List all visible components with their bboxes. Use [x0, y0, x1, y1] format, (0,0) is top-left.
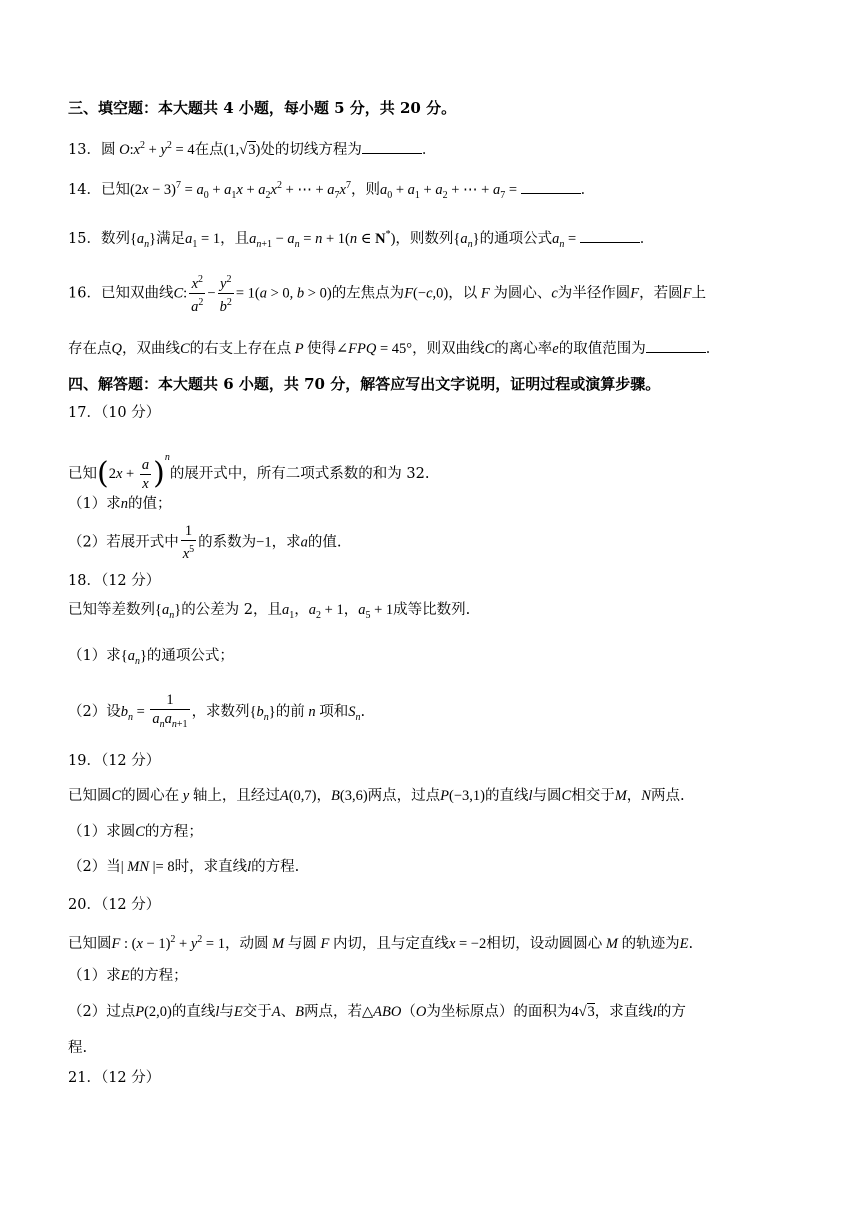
- q20-p2-j: 的方: [656, 1004, 686, 1020]
- q20-p2-a: （2）过点: [68, 1004, 136, 1020]
- q16-angle: ∠FPQ = 45°: [336, 341, 413, 357]
- q15-sequence: $\{a_n\}$: [129, 230, 157, 250]
- q13-number: 13．: [68, 141, 101, 158]
- q16-text-a: 已知双曲线: [100, 285, 174, 302]
- q15-text-f: ．: [639, 230, 655, 247]
- q20-p2-e: 、: [280, 1004, 296, 1020]
- q19-stem-j: 两点.: [650, 788, 685, 804]
- q20-p2-g: （: [401, 1004, 416, 1020]
- q19-header: 19．（12 分）: [68, 753, 161, 769]
- q17-stem-b: 的展开式中，所有二项式系数的和为 32.: [169, 466, 430, 482]
- q19-stem-h: 相交于: [571, 788, 615, 804]
- q14-text-b: ，则: [350, 181, 380, 198]
- q20-p2-h: 为坐标原点）的面积为: [426, 1004, 572, 1020]
- q15-text-a: 数列: [100, 230, 130, 247]
- q13-text-b: 在点: [194, 141, 224, 158]
- q20-p1-a: （1）求: [68, 968, 121, 984]
- section-3-title: 三、填空题：本大题共 4 小题，每小题 5 分，共 20 分。: [68, 99, 457, 117]
- q16-line2-g: 的取值范围为: [558, 341, 646, 357]
- q15-initial: $a_1 = 1$: [185, 230, 221, 250]
- q16-text-d: 为圆心、: [493, 285, 552, 302]
- q19-p2-b: 时，求直线: [174, 859, 248, 875]
- q16-text-f: ，若圆: [639, 285, 683, 302]
- q15-text-c: ，且: [220, 230, 250, 247]
- q18-part-2: （2）设$b_n$ = $\frac{1}{a_na_{n+1}}$ ，求数列$\{b_n\}$的前 n 项和$S_n$.: [68, 691, 366, 730]
- q17-part-1: （1）求n的值；: [68, 496, 172, 512]
- q20-p2-d: 交于: [242, 1004, 272, 1020]
- q19-stem-b: 的圆心在: [121, 788, 180, 804]
- q13-text-d: ．: [421, 141, 437, 158]
- q16-line2-f: 的离心率: [494, 341, 553, 357]
- question-16: 16．已知双曲线C: $\frac{x^2}{a^2}$ − $\frac{y^2}{b^2}$ = 1(a > 0, b > 0)的左焦点为F(−c,0)，以 F 为圆心、c为半径作圆F，若圆F上: [68, 271, 706, 311]
- q19-stem-d: ，: [316, 788, 332, 804]
- q15-text-e: 的通项公式: [479, 230, 553, 247]
- q17-p2-d: 的值.: [307, 534, 342, 551]
- q16-line2-a: 存在点: [68, 341, 112, 357]
- q20-part-2: （2）过点P(2,0)的直线l与E交于A、B两点，若△ABO（O为坐标原点）的面积为4√3，求直线l的方: [68, 1004, 686, 1020]
- q20-part-1: （1）求E的方程；: [68, 968, 188, 984]
- q19-stem: 已知圆C的圆心在 y 轴上，且经过A(0,7)，B(3,6)两点，过点P(−3,1)的直线l与圆C相交于M，N两点.: [68, 788, 685, 804]
- q20-part-2-continued: 程.: [68, 1040, 88, 1056]
- q20-stem-g: .: [688, 935, 694, 952]
- q19-stem-g: 与圆: [532, 788, 562, 804]
- q18-stem: 已知等差数列$\{a_n\}$的公差为 2，且$a_1$，$a_2 + 1$，$a_5 + 1$成等比数列.: [68, 602, 471, 621]
- q17-p1-b: 的值；: [127, 496, 172, 512]
- q14-expansion: $(2x - 3)^7 = a_0 + a_1x + a_2x^2$ + ⋯ + $a_7x^7$: [129, 180, 351, 201]
- q18-header: 18．（12 分）: [68, 573, 161, 589]
- q16-line2-c: 的右支上存在点: [189, 341, 292, 357]
- q19-part-1: （1）求圆C的方程；: [68, 824, 203, 840]
- q16-hyperbola: C: [173, 285, 184, 302]
- q18-stem-d: ，: [343, 602, 359, 618]
- question-16-line-2: 存在点Q，双曲线C的右支上存在点 P 使得∠FPQ = 45°，则双曲线C的离心率e的取值范围为 ．: [68, 338, 720, 359]
- q14-number: 14．: [68, 181, 101, 198]
- q13-answer-blank[interactable]: [362, 139, 422, 154]
- q16-line2-e: ，则双曲线: [412, 341, 485, 357]
- q15-number: 15．: [68, 230, 101, 247]
- q19-stem-f: 的直线: [485, 788, 529, 804]
- q17-p2-c: ，求: [271, 534, 301, 551]
- q17-p2-a: （2）若展开式中: [68, 534, 179, 551]
- q19-p2-c: 的方程.: [251, 859, 300, 875]
- q18-p2-d: 项和: [319, 704, 349, 720]
- q16-text-b: 的左焦点为: [331, 285, 405, 302]
- q18-stem-a: 已知等差数列: [68, 602, 155, 618]
- q20-p2-b: 的直线: [171, 1004, 216, 1020]
- q16-answer-blank[interactable]: [646, 338, 706, 353]
- q18-p1-a: （1）求: [68, 648, 121, 664]
- q20-stem-b: ，动圆: [224, 935, 269, 952]
- q16-text-g: 上: [691, 285, 706, 302]
- q20-stem-c: 与圆: [287, 935, 317, 952]
- q13-text-c: 处的切线方程为: [260, 141, 362, 158]
- q16-text-e: 为半径作圆: [557, 285, 631, 302]
- q17-stem-a: 已知: [68, 466, 97, 482]
- q20-stem-d: 内切，且与定直线: [332, 935, 449, 952]
- q18-p1-b: 的通项公式；: [146, 648, 234, 664]
- q19-p1-b: 的方程；: [144, 824, 203, 840]
- q18-stem-b: 的公差为 2，且: [181, 602, 283, 618]
- q16-text-c: ，以: [448, 285, 478, 302]
- q20-stem-a: 已知圆: [68, 935, 112, 952]
- question-13: 13．圆 $O:x^2 + y^2 = 4$在点(1,√3)处的切线方程为 ．: [68, 140, 437, 158]
- q17-p2-b: 的系数为: [198, 534, 257, 551]
- q16-number: 16．: [68, 285, 101, 302]
- q18-p2-a: （2）设: [68, 704, 121, 720]
- question-15: 15．数列$\{a_n\}$满足$a_1 = 1$，且$a_{n+1} - a_n = n + 1(n$ ∈ N*)，则数列$\{a_n\}$的通项公式$a_n$ = ．: [68, 229, 655, 250]
- q17-header: 17．（10 分）: [68, 405, 161, 421]
- q18-part-1: （1）求$\{a_n\}$的通项公式；: [68, 648, 234, 667]
- q19-stem-a: 已知圆: [68, 788, 112, 804]
- q17-p1-a: （1）求: [68, 496, 121, 512]
- q20-p2-f: 两点，若: [304, 1004, 362, 1020]
- q18-p2-c: 的前: [275, 704, 305, 720]
- q16-line2-d: 使得: [307, 341, 337, 357]
- q15-recurrence: $a_{n+1} - a_n = n + 1(n$ ∈ N*): [249, 229, 396, 250]
- q13-circle-equation: O: [115, 141, 130, 158]
- q18-p2-e: .: [360, 704, 366, 720]
- q20-header: 20．（12 分）: [68, 897, 161, 913]
- q16-line2-b: ，双曲线: [121, 341, 180, 357]
- q21-header: 21．（12 分）: [68, 1070, 161, 1086]
- section-4-title: 四、解答题：本大题共 6 小题，共 70 分，解答应写出文字说明，证明过程或演算步骤。: [68, 375, 661, 393]
- q20-p1-b: 的方程；: [129, 968, 188, 984]
- q15-text-d: ，则数列: [395, 230, 454, 247]
- q18-stem-c: ，: [294, 602, 309, 618]
- q20-stem-e: 相切，设动圆圆心: [486, 935, 603, 952]
- q18-stem-e: 成等比数列.: [393, 602, 471, 618]
- q20-p2-i: ，求直线: [594, 1004, 653, 1020]
- q19-stem-e: 两点，过点: [367, 788, 441, 804]
- q16-line2-h: ．: [705, 341, 721, 357]
- q17-part-2: （2）若展开式中 $\frac{1}{x^5}$ 的系数为−1，求a的值.: [68, 523, 342, 562]
- q14-text-c: ．: [580, 181, 596, 198]
- q18-p2-b: ，求数列: [191, 704, 250, 720]
- q15-answer-blank[interactable]: [580, 228, 640, 243]
- question-14: [68, 176, 595, 206]
- q14-sum: $a_0 + a_1 + a_2$ + ⋯ + $a_7$ =: [379, 181, 521, 201]
- q13-text-a: 圆: [100, 141, 116, 158]
- q17-stem: 已知(2x + $\frac{a}{x}$ )$^n$的展开式中，所有二项式系数的和为 32.: [68, 452, 430, 492]
- q19-p2-a: （2）当: [68, 859, 121, 875]
- q19-part-2: （2）当| MN |= 8时，求直线l的方程.: [68, 859, 300, 875]
- q20-stem: 已知圆F : $(x - 1)^2 + y^2 = 1$，动圆 M 与圆 F 内切，且与定直线x = −2相切，设动圆圆心 M 的轨迹为E.: [68, 934, 694, 952]
- q20-p2-c: 与: [219, 1004, 234, 1020]
- q19-stem-c: 轴上，且经过: [192, 788, 280, 804]
- q20-stem-f: 的轨迹为: [621, 935, 680, 952]
- q14-text-a: 已知: [100, 181, 130, 198]
- q14-answer-blank[interactable]: [521, 179, 581, 194]
- q19-p1-a: （1）求圆: [68, 824, 136, 840]
- q19-stem-i: ，: [626, 788, 642, 804]
- q16-focus: F(−c,0): [404, 285, 449, 302]
- q13-point: (1,√3): [223, 141, 261, 158]
- q15-text-b: 满足: [156, 230, 186, 247]
